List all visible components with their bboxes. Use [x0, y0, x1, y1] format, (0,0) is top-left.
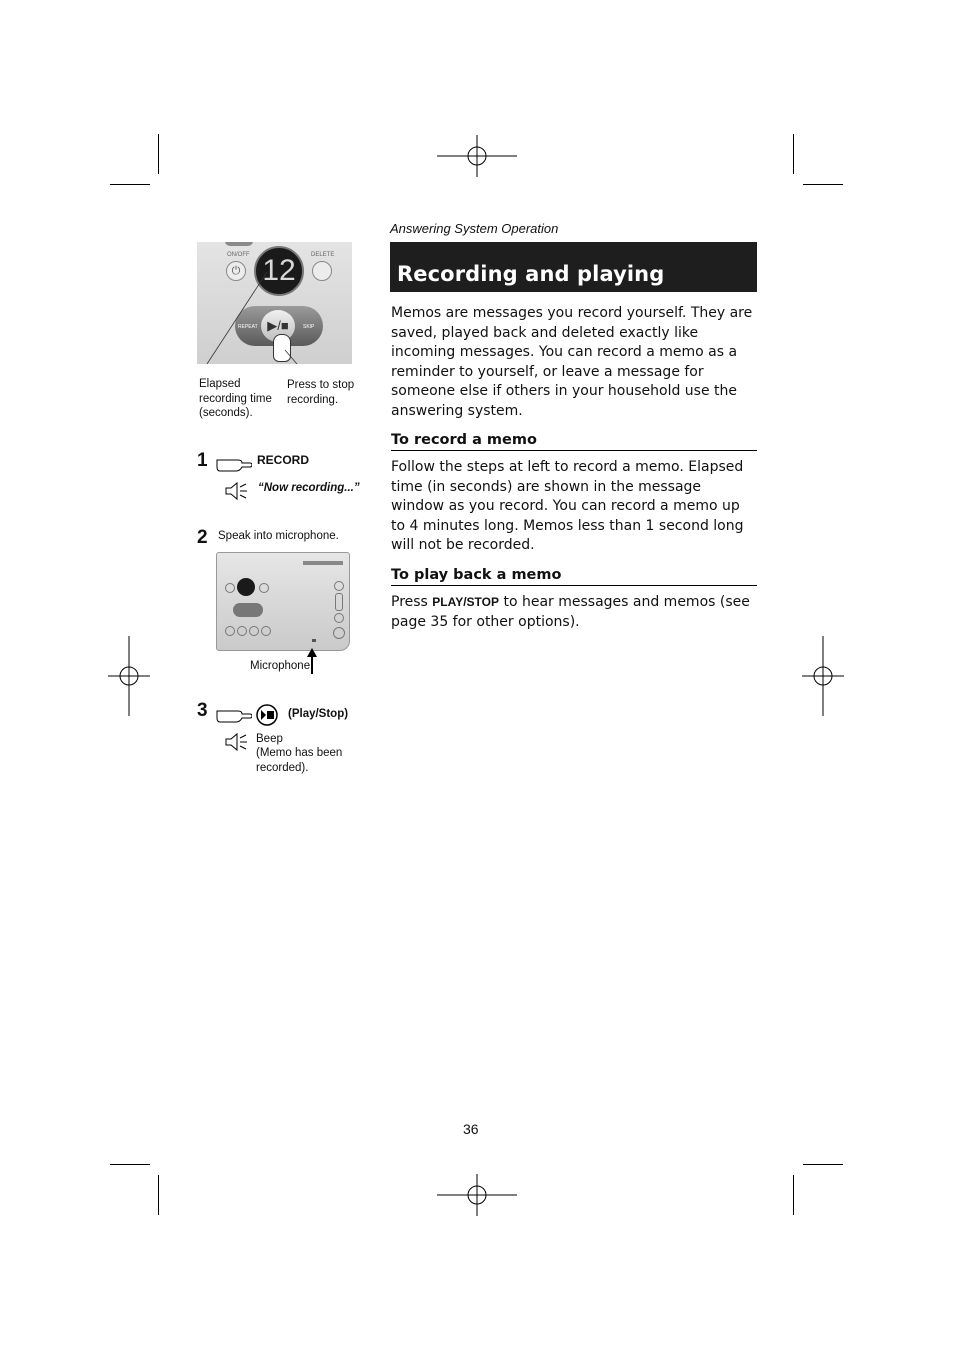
crop-mark: [793, 1175, 794, 1215]
delete-label: DELETE: [311, 252, 335, 258]
skip-label: SKIP: [303, 324, 315, 330]
section-label: Answering System Operation: [390, 221, 559, 236]
small-button-icon: [237, 626, 247, 636]
speaker-icon: [224, 481, 248, 501]
speaker-icon: [224, 732, 248, 752]
now-recording-prompt: “Now recording...”: [258, 482, 360, 494]
beep-label: Beep: [256, 733, 283, 745]
playback-paragraph: [391, 593, 755, 632]
beep-note: (Memo has been recorded).: [256, 747, 343, 774]
crop-mark: [158, 134, 159, 174]
hand-press-icon: [216, 452, 252, 472]
small-button-icon: [334, 581, 344, 591]
page-number: 36: [463, 1121, 479, 1137]
registration-mark: [437, 135, 517, 177]
small-button-icon: [333, 627, 345, 639]
crop-mark: [158, 1175, 159, 1215]
record-paragraph: Follow the steps at left to record a memo. Elapsed time (in seconds) are shown in the message window as you record. You can record a memo up to 4 minutes long. Memos less than 1 second long will not be recorded.: [391, 459, 744, 553]
small-button-icon: [249, 626, 259, 636]
play-stop-key-label: (Play/Stop): [288, 708, 349, 720]
step-3-number: 3: [197, 700, 208, 721]
callout-lines: [197, 242, 352, 364]
brand-strip: [303, 561, 343, 565]
page-title: Recording and playing memos: [397, 262, 665, 310]
hand-press-icon: [216, 703, 252, 723]
playback-text-before: Press: [391, 594, 433, 610]
counter-window-icon: [237, 578, 255, 596]
intro-paragraph: Memos are messages you record yourself. They are saved, played back and deleted exactly like incoming messages. You can record a memo as a reminder to yourself, or leave a message for someone else if others in your household use the answering system.: [391, 305, 753, 419]
title-bar: [390, 242, 757, 310]
device-photo: [197, 242, 352, 364]
nav-pill-icon: [233, 603, 263, 617]
play-stop-key: PLAY/STOP: [432, 595, 499, 609]
small-button-icon: [225, 626, 235, 636]
onoff-label: ON/OFF: [227, 252, 250, 258]
base-unit-photo: [216, 552, 350, 651]
registration-mark: [802, 636, 844, 716]
microphone-hole-icon: [312, 639, 316, 642]
repeat-label: REPEAT: [238, 324, 258, 330]
arrow-up-icon: [306, 648, 318, 674]
caption-elapsed-time: Elapsed recording time (seconds).: [199, 378, 272, 419]
small-button-icon: [334, 613, 344, 623]
small-button-icon: [259, 583, 269, 593]
message-counter-display: 12: [254, 246, 304, 296]
crop-mark: [793, 134, 794, 174]
step-2-number: 2: [197, 527, 208, 548]
play-stop-icon: ▶/■: [261, 310, 295, 342]
small-button-icon: [261, 626, 271, 636]
crop-mark: [110, 1164, 150, 1165]
record-key: RECORD: [257, 453, 310, 467]
volume-slider-icon: [335, 593, 343, 611]
playback-heading: To play back a memo: [391, 567, 757, 586]
registration-mark: [437, 1174, 517, 1216]
microphone-label: Microphone: [250, 660, 311, 672]
small-button-icon: [225, 583, 235, 593]
crop-mark: [803, 184, 843, 185]
speak-instruction: Speak into microphone.: [218, 530, 339, 542]
crop-mark: [803, 1164, 843, 1165]
step-1-number: 1: [197, 450, 208, 471]
power-icon: ⏻: [226, 261, 246, 281]
registration-mark: [108, 636, 150, 716]
record-heading: To record a memo: [391, 432, 757, 451]
play-stop-button-icon: [256, 704, 278, 726]
playback-text-after: to hear messages and memos (see page 35 for other options).: [391, 594, 750, 630]
caption-press-to-stop: Press to stop recording.: [287, 379, 355, 406]
crop-mark: [110, 184, 150, 185]
